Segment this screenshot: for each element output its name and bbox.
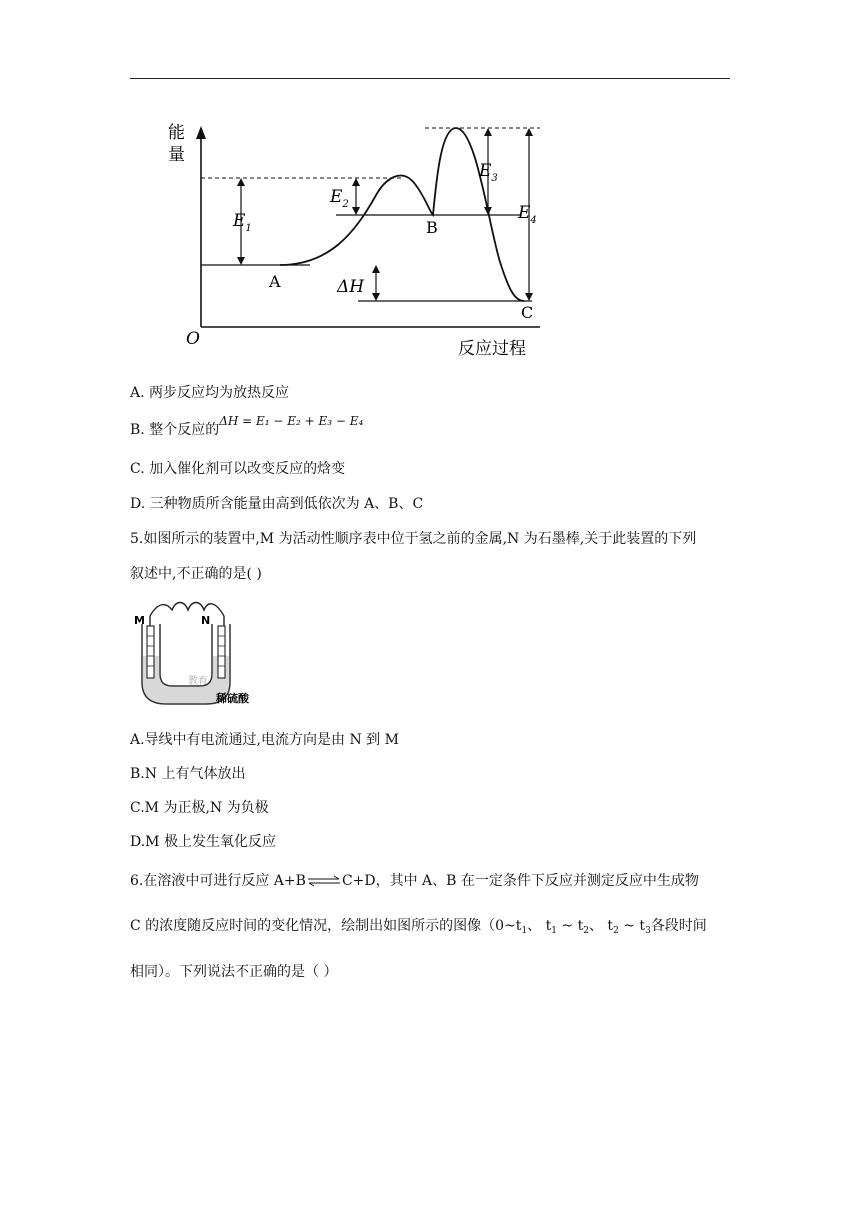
q4-option-b-formula: ΔH = E₁ − E₂ + E₃ − E₄ <box>219 414 364 428</box>
electrode-M <box>147 626 154 678</box>
y-axis-label-top: 能 <box>168 123 185 143</box>
q4-option-b-prefix: B. 整个反应的 <box>130 422 220 438</box>
label-C: C <box>521 303 534 322</box>
y-axis-label-bottom: 量 <box>168 145 185 165</box>
figure-watermark: 教育 <box>188 676 208 687</box>
q5-option-a: A.导线中有电流通过,电流方向是由 N 到 M <box>130 732 399 748</box>
q4-option-d: D. 三种物质所含能量由高到低依次为 A、B、C <box>130 496 424 512</box>
electrode-label-M: M <box>134 614 145 627</box>
q5-option-b: B.N 上有气体放出 <box>130 766 246 782</box>
q6-line1 <box>130 871 699 891</box>
label-dH: ΔH <box>337 277 365 297</box>
label-E1: $E_1$ <box>233 211 252 234</box>
q6-tilde2: ~ t <box>618 918 646 934</box>
q5-stem-line2: 叙述中,不正确的是( ) <box>130 566 262 582</box>
q6-line1-post: C+D，其中 A、B 在一定条件下反应并测定反应中生成物 <box>341 873 699 889</box>
t1b-sub: 1 <box>551 926 557 936</box>
q5-option-d: D.M 极上发生氧化反应 <box>130 834 276 850</box>
label-B: B <box>426 218 438 237</box>
label-E4: $E_4$ <box>518 203 537 226</box>
q6-line2 <box>130 916 707 941</box>
x-axis-label: 反应过程 <box>458 339 526 359</box>
q4-option-b <box>130 414 364 440</box>
t3-sub: 3 <box>645 926 651 936</box>
origin-label: O <box>186 329 200 349</box>
electrode-N <box>218 626 225 678</box>
t1-sub: 1 <box>521 926 528 936</box>
t2-sub: 2 <box>583 926 589 936</box>
q5-stem-line1: 5.如图所示的装置中,M 为活动性顺序表中位于氢之前的金属,N 为石墨棒,关于此装置的下列 <box>130 531 697 547</box>
q6-tilde1: ~ t <box>556 918 584 934</box>
q6-line2-pre: C 的浓度随反应时间的变化情况，绘制出如图所示的图像（0~t <box>130 918 522 934</box>
q6-line3: 相同）。下列说法不正确的是（ ） <box>130 964 338 980</box>
q6-line1-pre: 6.在溶液中可进行反应 A+B <box>130 873 306 889</box>
q5-option-c: C.M 为正极,N 为负极 <box>130 800 269 816</box>
q4-option-c: C. 加入催化剂可以改变反应的焓变 <box>130 461 346 477</box>
header-rule <box>130 78 730 79</box>
label-A: A <box>269 272 281 291</box>
acid-label: 稀硫酸 <box>216 692 249 705</box>
y-axis-arrow <box>196 126 206 139</box>
label-E2: $E_2$ <box>330 187 349 210</box>
equilibrium-arrow-icon <box>307 875 341 887</box>
energy-profile-diagram <box>140 112 560 362</box>
u-tube-figure <box>130 596 260 712</box>
q6-sep1: 、 t <box>527 918 552 934</box>
label-E3: $E_3$ <box>479 161 498 184</box>
wire-coil <box>150 603 224 617</box>
t2b-sub: 2 <box>613 926 619 936</box>
electrode-label-N: N <box>201 614 211 627</box>
q6-line2-post: 各段时间 <box>650 918 707 934</box>
q6-sep2: 、 t <box>588 918 614 934</box>
q4-option-a: A. 两步反应均为放热反应 <box>130 385 290 401</box>
